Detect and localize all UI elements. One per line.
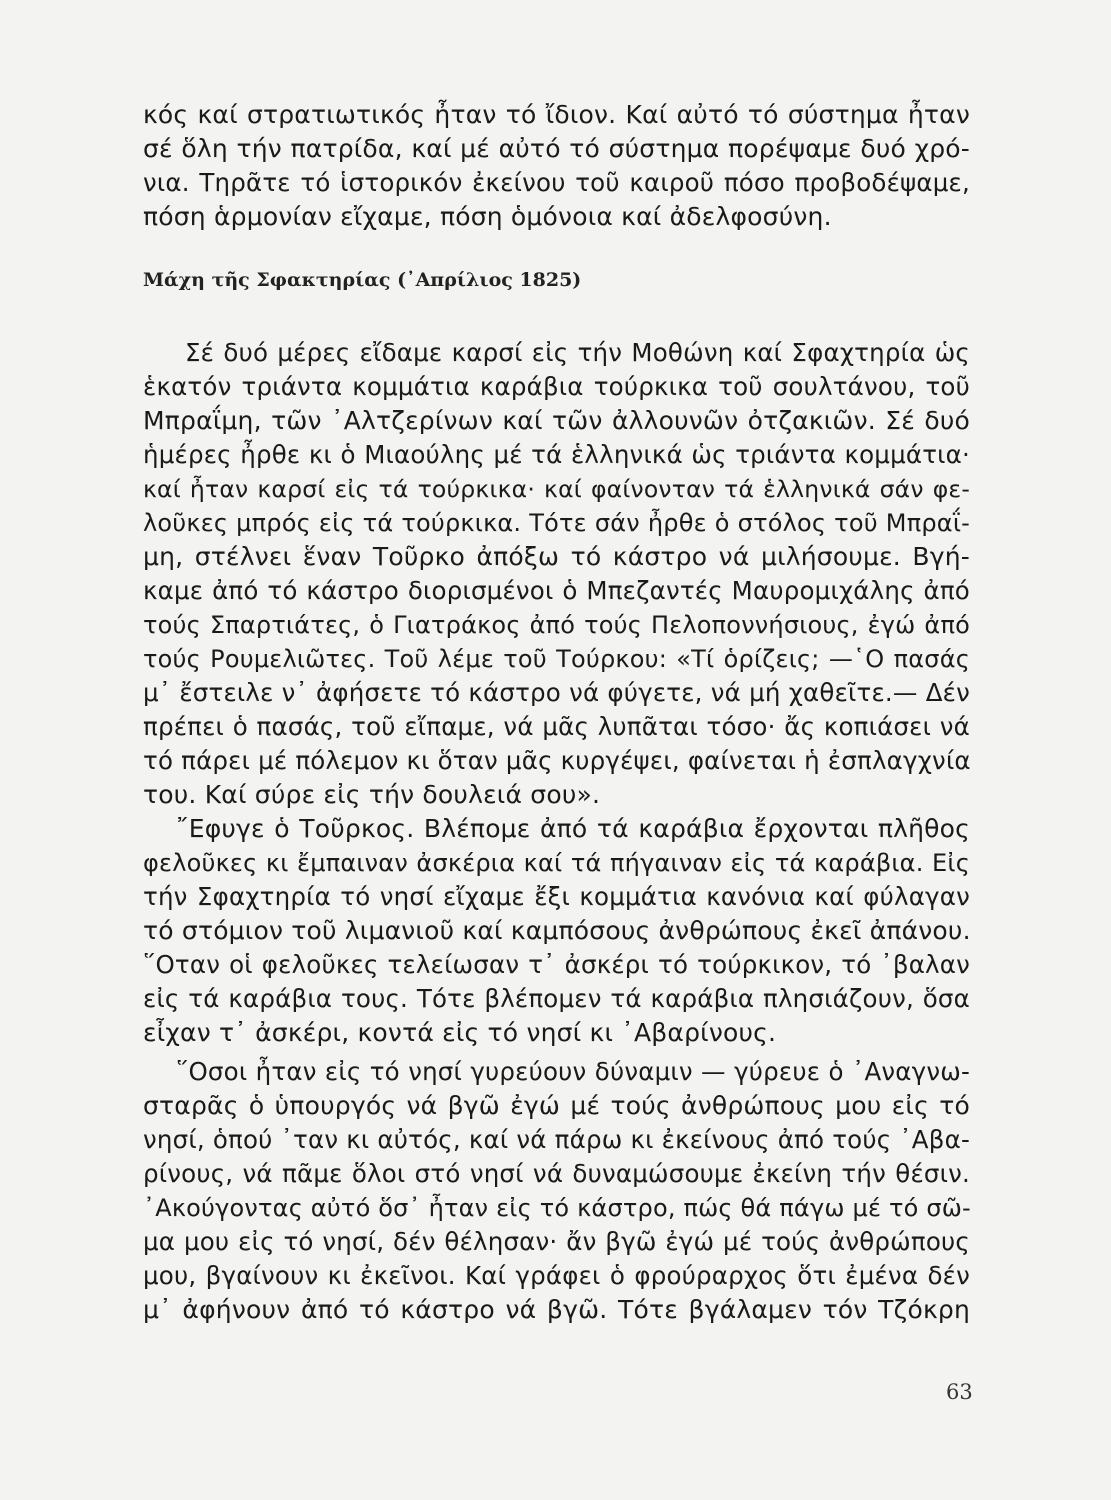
text-line: μ᾿ ἔστειλε ν᾿ ἀφήσετε τό κάστρο νά φύγετε, νά μή χαθεῖτε.— Δέν — [143, 678, 970, 707]
page-number: 63 — [946, 1380, 973, 1404]
text-line: νησί, ὁπού ᾿ταν κι αὐτός, καί νά πάρω κι ἐκείνους ἀπό τούς ᾿Αβα- — [143, 1125, 970, 1154]
text-line: μη, στέλνει ἕναν Τοῦρκο ἀπόξω τό κάστρο νά μιλήσουμε. Βγή- — [143, 542, 970, 571]
text-line: σταρᾶς ὁ ὑπουργός νά βγῶ ἐγώ μέ τούς ἀνθρώπους μου εἰς τό — [143, 1091, 970, 1120]
text-line: πόση ἁρμονίαν εἴχαμε, πόση ὁμόνοια καί ἀδελφοσύνη. — [143, 202, 832, 231]
text-line: τήν Σφαχτηρία τό νησί εἴχαμε ἔξι κομμάτια κανόνια καί φύλαγαν — [143, 882, 970, 911]
text-line: ἑκατόν τριάντα κομμάτια καράβια τούρκικα τοῦ σουλτάνου, τοῦ — [143, 372, 970, 401]
text-line: τούς Σπαρτιάτες, ὁ Γιατράκος ἀπό τούς Πελοποννήσιους, ἐγώ ἀπό — [143, 611, 970, 639]
text-line: τό στόμιον τοῦ λιμανιοῦ καί καμπόσους ἀνθρώπους ἐκεῖ ἀπάνου. — [143, 916, 971, 945]
text-line: ἡμέρες ἦρθε κι ὁ Μιαούλης μέ τά ἑλληνικά ὡς τριάντα κομμάτια· — [143, 440, 970, 469]
text-line: ῞Οταν οἱ φελοῦκες τελείωσαν τ᾿ ἀσκέρι τό τούρκικον, τό ᾿βαλαν — [143, 950, 970, 979]
text-line: Μπραΐμη, τῶν ᾿Αλτζερίνων καί τῶν ἀλλουνῶν ὀτζακιῶν. Σέ δυό — [143, 406, 970, 435]
text-line: κός καί στρατιωτικός ἦταν τό ἴδιον. Καί αὐτό τό σύστημα ἦταν — [143, 100, 970, 129]
text-line: Σέ δυό μέρες εἴδαμε καρσί εἰς τήν Μοθώνη καί Σφαχτηρία ὡς — [185, 338, 970, 367]
text-line: ῎Εφυγε ὁ Τοῦρκος. Βλέπομε ἀπό τά καράβια ἔρχονται πλῆθος — [176, 814, 970, 843]
text-line: νια. Τηρᾶτε τό ἱστορικόν ἐκείνου τοῦ καιροῦ πόσο προβοδέψαμε, — [143, 168, 970, 197]
text-line: καί ἦταν καρσί εἰς τά τούρκικα· καί φαίνονταν τά ἑλληνικά σάν φε- — [143, 475, 970, 503]
text-line: ρίνους, νά πᾶμε ὅλοι στό νησί νά δυναμώσουμε ἐκείνη τήν θέσιν. — [143, 1159, 970, 1188]
text-line: ῞Οσοι ἦταν εἰς τό νησί γυρεύουν δύναμιν — γύρευε ὁ ᾿Αναγνω- — [176, 1057, 970, 1086]
text-line: ᾿Ακούγοντας αὐτό ὅσ᾿ ἦταν εἰς τό κάστρο, πώς θά πάγω μέ τό σῶ- — [143, 1194, 971, 1222]
text-line: τούς Ρουμελιῶτες. Τοῦ λέμε τοῦ Τούρκου: «Τί ὁρίζεις; —῾Ο πασάς — [143, 645, 970, 673]
text-line: μ᾿ ἀφήνουν ἀπό τό κάστρο νά βγῶ. Τότε βγάλαμεν τόν Τζόκρη — [143, 1295, 970, 1324]
text-line: φελοῦκες κι ἔμπαιναν ἀσκέρια καί τά πήγαιναν εἰς τά καράβια. Εἰς — [143, 849, 970, 877]
text-line: εἶχαν τ᾿ ἀσκέρι, κοντά εἰς τό νησί κι ᾿Αβαρίνους. — [143, 1018, 777, 1047]
section-heading: Μάχη τῆς Σφακτηρίας (᾿Απρίλιος 1825) — [143, 269, 582, 291]
text-line: πρέπει ὁ πασάς, τοῦ εἴπαμε, νά μᾶς λυπᾶται τόσο· ἄς κοπιάσει νά — [143, 712, 970, 741]
text-line: μου, βγαίνουν κι ἐκεῖνοι. Καί γράφει ὁ φρούραρχος ὅτι ἐμένα δέν — [143, 1261, 970, 1290]
text-line: λοῦκες μπρός εἰς τά τούρκικα. Τότε σάν ἦρθε ὁ στόλος τοῦ Μπραΐ- — [143, 509, 970, 537]
text-line: καμε ἀπό τό κάστρο διορισμένοι ὁ Μπεζαντές Μαυρομιχάλης ἀπό — [143, 576, 970, 605]
text-line: μα μου εἰς τό νησί, δέν θέλησαν· ἄν βγῶ ἐγώ μέ τούς ἀνθρώπους — [143, 1227, 970, 1256]
text-line: εἰς τά καράβια τους. Τότε βλέπομεν τά καράβια πλησιάζουν, ὅσα — [143, 984, 970, 1013]
text-line: σέ ὅλη τήν πατρίδα, καί μέ αὐτό τό σύστημα πορέψαμε δυό χρό- — [143, 134, 970, 163]
text-line: του. Καί σύρε εἰς τήν δουλειά σου». — [143, 780, 601, 809]
text-line: τό πάρει μέ πόλεμον κι ὅταν μᾶς κυργέψει, φαίνεται ἡ ἐσπλαγχνία — [143, 746, 971, 775]
